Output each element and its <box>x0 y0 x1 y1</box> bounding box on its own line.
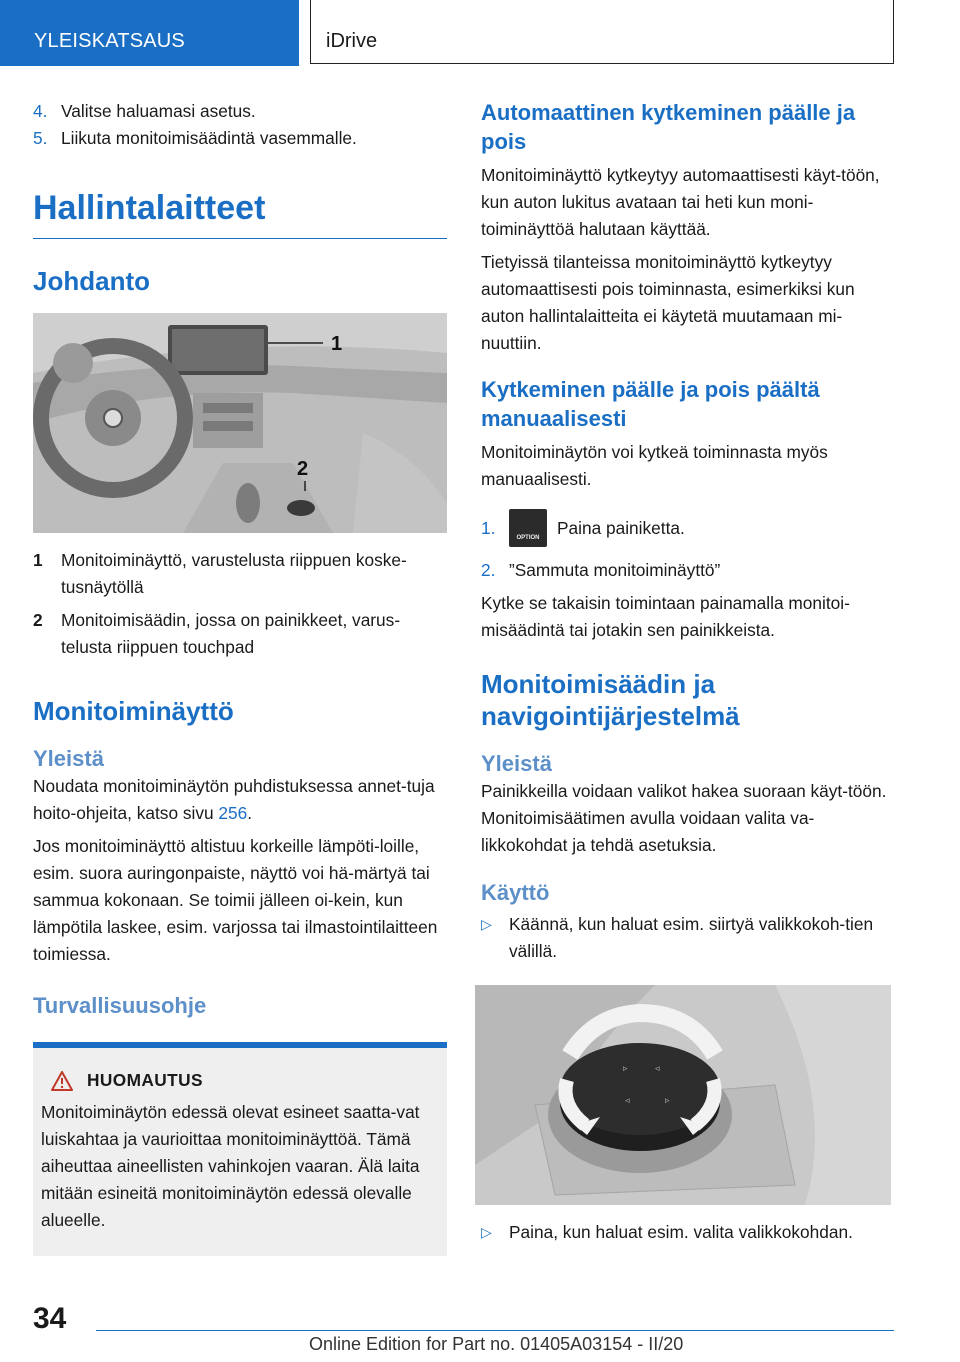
svg-text:▹: ▹ <box>665 1095 670 1105</box>
paragraph-manual: Monitoiminäytön voi kytkeä toiminnasta myös manuaalisesti. <box>481 442 828 489</box>
cockpit-illustration <box>33 313 447 533</box>
step-item: 5. Liikuta monitoimisäädintä vasemmalle. <box>33 128 357 148</box>
page-reference-link[interactable]: 256 <box>218 803 248 823</box>
svg-text:◃: ◃ <box>655 1063 660 1073</box>
page-number: 34 <box>33 1302 67 1335</box>
use-item: ▷ Käännä, kun haluat esim. siirtyä valikkokoh-tien välillä. <box>481 914 874 961</box>
subheading-general: Yleistä <box>33 746 104 771</box>
page-heading: Hallintalaitteet <box>33 189 266 227</box>
paragraph-heat: Jos monitoiminäyttö altistuu korkeille lämpöti-loille, esim. suora auringonpaiste, näyttö voi hä-märtyä tai sammua kokonaan. Se toimii jälleen oi-kein, kun lämpötila laskee, esim. varjossa tai ilmastointilaitteen toimiessa. <box>33 836 438 964</box>
warning-text: Monitoiminäytön edessä olevat esineet saatta-vat luiskahtaa ja vaurioittaa monitoiminäyttöä. Tämä aiheuttaa aineellisten vahinkojen vaaran. Älä laita mitään esineitä monitoiminäytön edessä olevalle alueelle. <box>41 1102 420 1230</box>
header-section-tab <box>0 0 299 66</box>
header-chapter-box <box>310 0 894 64</box>
subheading-manual: Kytkeminen päälle ja pois päältä manuaalisesti <box>481 377 820 431</box>
subheading-auto: Automaattinen kytkeminen päälle ja pois <box>481 100 856 154</box>
use-item: ▷ Paina, kun haluat esim. valita valikkokohdan. <box>481 1222 853 1242</box>
legend-item: 2 Monitoimisäädin, jossa on painikkeet, varus-telusta riippuen touchpad <box>33 610 401 657</box>
header-chapter-label: iDrive <box>326 30 378 52</box>
manual-step-item: 1. OPTION Paina painiketta. <box>481 509 891 547</box>
footer-edition: Online Edition for Part no. 01405A03154 - II/20 <box>309 1334 684 1354</box>
header-section-label: YLEISKATSAUS <box>34 30 185 52</box>
callout-2: 2 <box>297 458 309 480</box>
svg-text:◃: ◃ <box>625 1095 630 1105</box>
paragraph-cleaning: Noudata monitoiminäytön puhdistuksessa annet-tuja hoito-ohjeita, katso sivu 256. <box>33 776 435 823</box>
warning-triangle-icon <box>51 1071 73 1091</box>
subheading-general-right: Yleistä <box>481 751 552 776</box>
warning-header <box>51 1070 439 1091</box>
paragraph-auto-2: Tietyissä tilanteissa monitoiminäyttö kytkeytyy automaattisesti pois toiminnasta, esimerkiksi kun auton hallintalaitteita ei käytetä muutamaan mi-nuuttiin. <box>481 252 855 353</box>
manual-step-item: 2. ”Sammuta monitoiminäyttö” <box>481 560 721 580</box>
step-item: 4. Valitse haluamasi asetus. <box>33 101 256 121</box>
subheading-use: Käyttö <box>481 880 550 905</box>
footer-rule <box>96 1330 894 1331</box>
left-column <box>33 98 447 1256</box>
section-heading-display: Monitoiminäyttö <box>33 696 234 726</box>
subheading-safety: Turvallisuusohje <box>33 993 207 1018</box>
warning-title: HUOMAUTUS <box>87 1070 203 1090</box>
warning-box <box>33 1048 447 1256</box>
section-heading-controller: Monitoimisäädin ja navigointijärjestelmä <box>481 669 740 731</box>
svg-text:▹: ▹ <box>623 1063 628 1073</box>
section-heading-intro: Johdanto <box>33 266 150 296</box>
option-button-icon: OPTION <box>509 509 547 547</box>
callout-1: 1 <box>331 333 343 355</box>
heading-rule <box>33 238 447 239</box>
controller-illustration <box>475 985 891 1205</box>
paragraph-auto-1: Monitoiminäyttö kytkeytyy automaattisesti käyt-töön, kun auton lukitus avataan tai heti kun moni-toiminäyttöä halutaan käyttää. <box>481 165 880 239</box>
paragraph-manual-2: Kytke se takaisin toimintaan painamalla monitoi-misäädintä tai jotakin sen painikkeista. <box>481 593 850 640</box>
legend-item: 1 Monitoiminäyttö, varustelusta riippuen koske-tusnäytöllä <box>33 550 407 597</box>
right-column <box>481 98 891 1246</box>
paragraph-general: Painikkeilla voidaan valikot hakea suoraan käyt-töön. Monitoimisäätimen avulla voidaan valita va-likkokohdat ja tehdä asetuksia. <box>481 781 887 855</box>
